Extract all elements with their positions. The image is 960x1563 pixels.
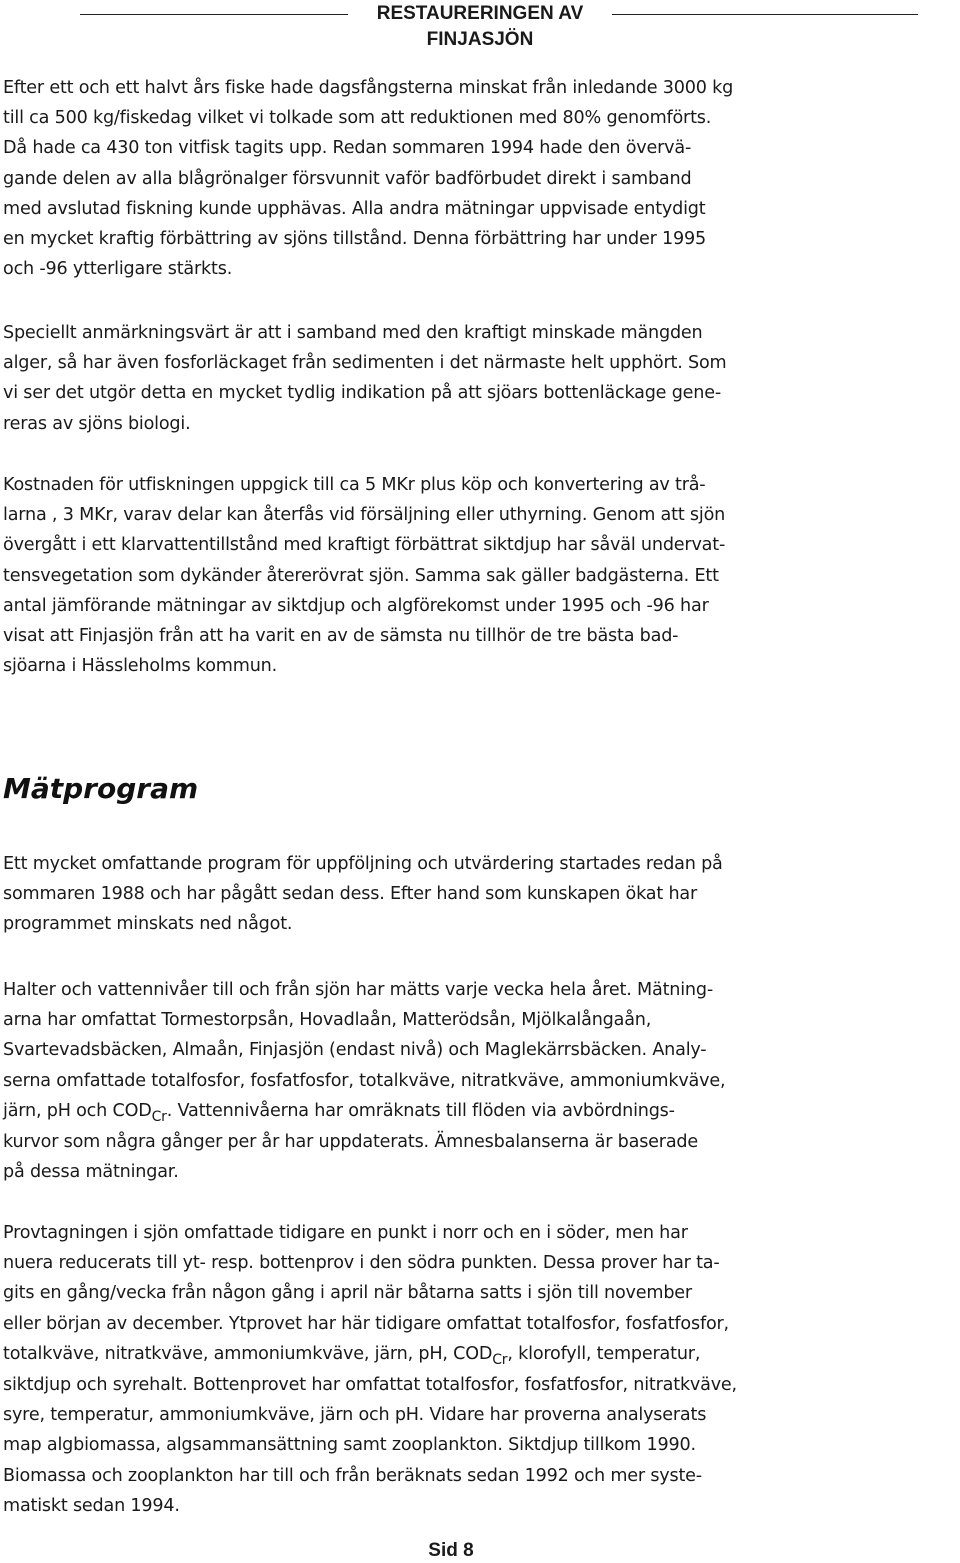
text-line: järn, pH och COD [3,1100,152,1121]
text-line: och -96 ytterligare stärkts. [3,259,233,280]
text-line: gande delen av alla blågrönalger försvunnit vaför badförbudet direkt i samband [3,168,692,189]
text-line: matiskt sedan 1994. [3,1495,180,1516]
text-line: gits en gång/vecka från någon gång i april när båtarna satts i sjön till november [3,1283,692,1304]
page-header [0,0,960,56]
text-line: arna har omfattat Tormestorpsån, Hovadlaån, Matterödsån, Mjölkalångaån, [3,1010,652,1031]
running-title [352,1,608,53]
running-title-line-2: FINJASJÖN [426,29,534,50]
paragraph-1 [3,73,957,284]
text-line: syre, temperatur, ammoniumkväve, järn och pH. Vidare har proverna analyserats [3,1405,707,1426]
text-line: eller början av december. Ytprovet har här tidigare omfattat totalfosfor, fosfatfosfor, [3,1313,729,1334]
section-heading: Mätprogram [3,772,199,805]
text-line: kurvor som några gånger per år har uppdaterats. Ämnesbalanserna är baserade [3,1132,699,1153]
text-line: , klorofyll, temperatur, [507,1343,701,1364]
text-line: alger, så har även fosforläckaget från sedimenten i det närmaste helt upphört. Som [3,353,727,374]
text-line: Svartevadsbäcken, Almaån, Finjasjön (endast nivå) och Maglekärrsbäcken. Analy- [3,1040,707,1061]
paragraph-2 [3,318,957,439]
text-line: larna , 3 MKr, varav delar kan återfås vid försäljning eller uthyrning. Genom att sjön [3,505,726,526]
text-line: programmet minskats ned något. [3,914,293,935]
text-line: Provtagningen i sjön omfattade tidigare en punkt i norr och en i söder, men har [3,1223,688,1243]
paragraph-3 [3,470,957,681]
paragraph-4 [3,849,957,940]
text-line: Då hade ca 430 ton vitfisk tagits upp. Redan sommaren 1994 hade den övervä- [3,138,692,159]
page-number: Sid 8 [428,1540,474,1561]
text-line: Halter och vattennivåer till och från sjön har mätts varje vecka hela året. Mätning- [3,980,713,1000]
running-title-line-1: RESTAURERINGEN AV [376,3,584,24]
text-line: Ett mycket omfattande program för uppföljning och utvärdering startades redan på [3,854,723,874]
text-line: antal jämförande mätningar av siktdjup och algförekomst under 1995 och -96 har [3,595,709,616]
subscript-cr: Cr [492,1351,508,1368]
header-rule-right [612,14,918,15]
text-line: med avslutad fiskning kunde upphävas. Alla andra mätningar uppvisade entydigt [3,198,706,219]
text-line: på dessa mätningar. [3,1162,179,1183]
subscript-cr: Cr [151,1108,167,1125]
header-rule-left [80,14,348,15]
text-line: totalkväve, nitratkväve, ammoniumkväve, järn, pH, COD [3,1343,493,1364]
text-line: siktdjup och syrehalt. Bottenprovet har omfattat totalfosfor, fosfatfosfor, nitratkväve, [3,1375,737,1396]
text-line: sommaren 1988 och har pågått sedan dess. Efter hand som kunskapen ökat har [3,884,698,905]
text-line: visat att Finjasjön från att ha varit en av de sämsta nu tillhör de tre bästa bad- [3,626,679,647]
text-line: övergått i ett klarvattentillstånd med kraftigt förbättrat siktdjup har såväl undervat- [3,535,726,556]
text-line: en mycket kraftig förbättring av sjöns tillstånd. Denna förbättring har under 1995 [3,229,706,250]
text-line: . Vattennivåerna har omräknats till flöden via avbördnings- [166,1100,675,1121]
text-line: Speciellt anmärkningsvärt är att i samband med den kraftigt minskade mängden [3,323,703,343]
text-line: sjöarna i Hässleholms kommun. [3,656,277,677]
paragraph-5 [3,975,957,1187]
text-line: Efter ett och ett halvt års fiske hade dagsfångsterna minskat från inledande 3000 kg [3,78,734,98]
text-line: reras av sjöns biologi. [3,413,191,434]
text-line: tensvegetation som dykänder återerövrat sjön. Samma sak gäller badgästerna. Ett [3,565,719,586]
paragraph-6 [3,1218,957,1521]
text-line: Biomassa och zooplankton har till och från beräknats sedan 1992 och mer syste- [3,1465,702,1486]
text-line: nuera reducerats till yt- resp. bottenprov i den södra punkten. Dessa prover har ta- [3,1253,720,1274]
text-line: Kostnaden för utfiskningen uppgick till ca 5 MKr plus köp och konvertering av trå- [3,475,706,495]
text-line: vi ser det utgör detta en mycket tydlig indikation på att sjöars bottenläckage gene- [3,383,722,404]
text-line: map algbiomassa, algsammansättning samt zooplankton. Siktdjup tillkom 1990. [3,1435,696,1456]
text-line: serna omfattade totalfosfor, fosfatfosfor, totalkväve, nitratkväve, ammoniumkväve, [3,1070,726,1091]
text-line: till ca 500 kg/fiskedag vilket vi tolkade som att reduktionen med 80% genomförts. [3,108,712,129]
